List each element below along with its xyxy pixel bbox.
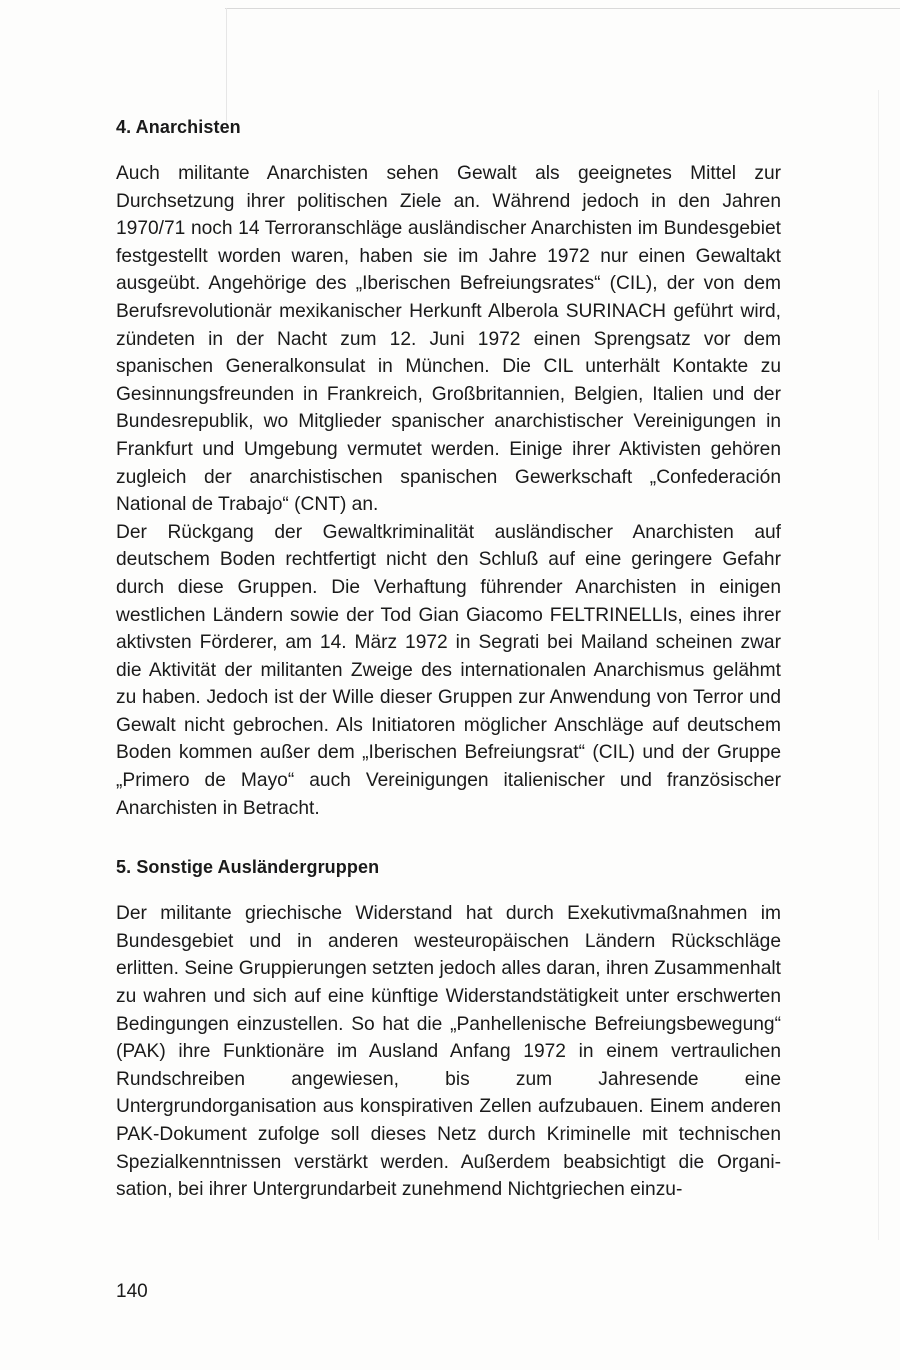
page-number: 140 <box>116 1281 148 1302</box>
scan-edge-right <box>878 90 879 1240</box>
paragraph-auslaendergruppen-1: Der militante griechische Widerstand hat durch Exekutivmaßnahmen im Bundesgebiet und in anderen westeuropäischen Ländern Rückschläge erlitten. Seine Gruppierungen setzten jedoch alles daran, ihren Zusammenhalt zu wahren und sich auf eine künftige Widerstandstätigkeit unter erschwerten Bedingungen einzustellen. So hat die „Panhellenische Befreiungsbewegung“ (PAK) ihre Funktionäre im Ausland Anfang 1972 in einem vertraulichen Rundschreiben angewiesen, bis zum Jahresende eine Untergrundorganisation aus konspirativen Zellen aufzubauen. Einem anderen PAK-Dokument zufolge soll dieses Netz durch Kriminelle mit technischen Spezialkenntnissen verstärkt werden. Außerdem beabsichtigt die Organisation, bei ihrer Untergrundarbeit zunehmend Nichtgriechen einzu- <box>116 903 781 1201</box>
scan-edge-top <box>225 8 900 9</box>
page-body <box>116 114 781 1204</box>
paragraph-anarchisten-1: Auch militante Anarchisten sehen Gewalt als geeignetes Mittel zur Durchsetzung ihrer politischen Ziele an. Während jedoch in den Jahren 1970/71 noch 14 Terroranschläge ausländischer Anarchisten im Bundesgebiet festgestellt worden waren, haben sie im Jahre 1972 nur einen Gewaltakt ausgeübt. Angehörige des „Iberischen Befreiungsrates“ (CIL), der von dem Berufsrevolutionär mexikanischer Herkunft Alberola SURINACH geführt wird, zündeten in der Nacht zum 12. Juni 1972 einen Sprengsatz vor dem spanischen Generalkonsulat in München. Die CIL unterhält Kontakte zu Gesinnungsfreunden in Frankreich, Großbritannien, Belgien, Italien und der Bundesrepublik, wo Mitglieder spanischer anarchistischer Vereinigungen in Frankfurt und Umgebung vermutet werden. Einige ihrer Aktivisten gehören zugleich der anarchistischen spanischen Gewerkschaft „Confederación National de Trabajo“ (CNT) an. <box>116 163 781 516</box>
scan-edge-fold <box>226 8 227 128</box>
section-heading-auslaendergruppen: 5. Sonstige Ausländergruppen <box>116 857 380 878</box>
section-heading-anarchisten: 4. Anarchisten <box>116 117 241 137</box>
paragraph-anarchisten-2: Der Rückgang der Gewaltkriminalität ausländischer Anarchisten auf deutschem Boden rechtfertigt nicht den Schluß auf eine geringere Gefahr durch diese Gruppen. Die Verhaftung führender Anarchisten in einigen westlichen Ländern sowie der Tod Gian Giacomo FELTRINELLIs, eines ihrer aktivsten Förderer, am 14. März 1972 in Segrati bei Mailand scheinen zwar die Aktivität der militanten Zweige des internationalen Anarchismus gelähmt zu haben. Jedoch ist der Wille dieser Gruppen zur Anwendung von Terror und Gewalt nicht gebrochen. Als Initiatoren möglicher Anschläge auf deutschem Boden kommen außer dem „Iberischen Befreiungsrat“ (CIL) und der Gruppe „Primero de Mayo“ auch Vereinigungen italienischer und französischer Anarchisten in Betracht. <box>116 521 781 819</box>
